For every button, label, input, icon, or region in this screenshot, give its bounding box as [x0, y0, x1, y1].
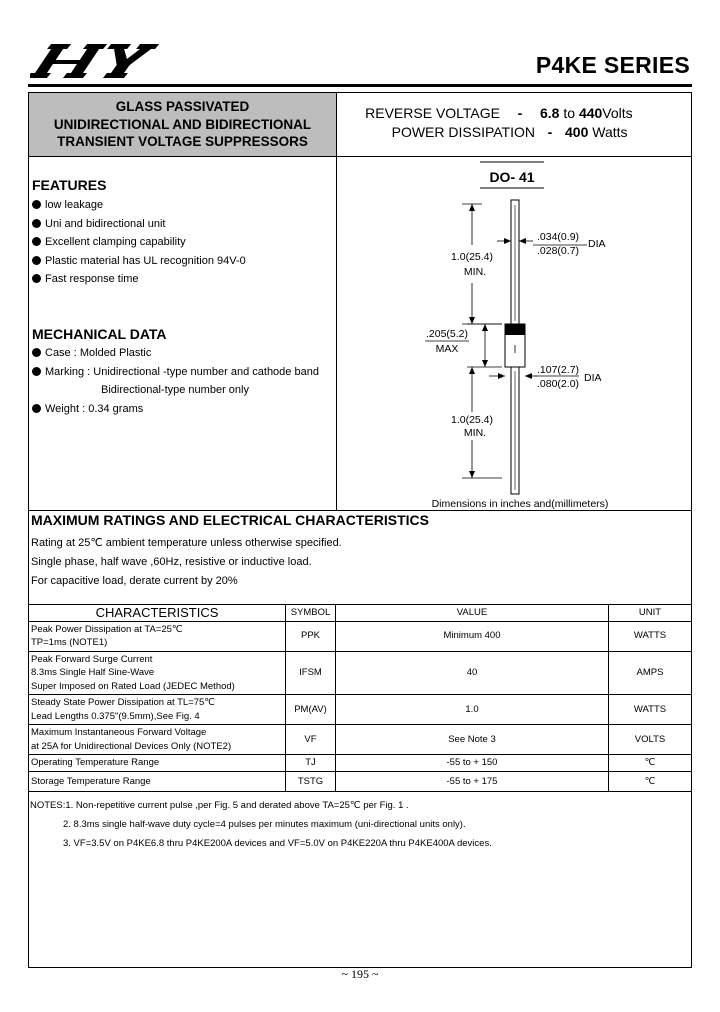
section-rule — [28, 510, 692, 511]
table-row: Storage Temperature Range TSTG -55 to + 175 ℃ — [29, 771, 692, 792]
body-dia-min: .080(2.0) — [537, 378, 580, 390]
bullet-icon — [32, 256, 41, 265]
features-title: FEATURES — [32, 177, 107, 193]
mechanical-marking: Marking : Unidirectional -type number and cathode band — [32, 363, 319, 382]
power-dash: - — [547, 124, 553, 140]
lead-dia-label: DIA — [588, 238, 606, 250]
feature-item: Plastic material has UL recognition 94V-0 — [32, 252, 246, 271]
bullet-icon — [32, 274, 41, 283]
reverse-voltage-min: 6.8 — [540, 105, 560, 121]
page-number: ~ 195 ~ — [341, 967, 379, 981]
reverse-voltage-dash: - — [517, 105, 523, 121]
rating-conditions — [31, 534, 342, 591]
reverse-voltage-to: to — [559, 105, 579, 121]
table-header — [29, 605, 692, 622]
power-row — [340, 123, 690, 142]
mechanical-marking-2: Bidirectional-type number only — [101, 384, 249, 396]
rating-condition-3: For capacitive load, derate current by 20% — [31, 575, 238, 587]
title-line-3: TRANSIENT VOLTAGE SUPPRESSORS — [57, 134, 308, 149]
bullet-icon — [32, 200, 41, 209]
company-logo — [30, 40, 160, 80]
lead-length-top-min: MIN. — [463, 266, 487, 278]
feature-item: Excellent clamping capability — [32, 233, 246, 252]
bullet-icon — [32, 219, 41, 228]
table-row: Steady State Power Dissipation at TL=75℃ Lead Lengths 0.375"(9.5mm),See Fig. 4 PM(AV) 1.0 WATTS — [29, 695, 692, 725]
header-value: VALUE — [336, 605, 609, 622]
lead-dia-max: .034(0.9) — [537, 231, 580, 243]
product-title-box — [29, 93, 336, 156]
notes — [30, 796, 492, 853]
bullet-icon — [32, 404, 41, 413]
lead-length-bottom-min: MIN. — [463, 427, 487, 439]
dimensions-caption: Dimensions in inches and(millimeters) — [431, 498, 609, 510]
reverse-voltage-max: 440 — [578, 105, 603, 121]
bullet-icon — [32, 348, 41, 357]
table-row: Operating Temperature Range TJ -55 to + 150 ℃ — [29, 755, 692, 772]
features-list — [32, 196, 246, 289]
power-label: POWER DISSIPATION — [391, 124, 535, 140]
lead-dia-min: .028(0.7) — [537, 245, 580, 257]
mechanical-case: Case : Molded Plastic — [32, 344, 319, 363]
note-3: 3. VF=3.5V on P4KE6.8 thru P4KE200A devices and VF=5.0V on P4KE220A thru P4KE400A devices. — [63, 838, 492, 849]
bullet-icon — [32, 367, 41, 376]
lead-length-bottom: 1.0(25.4) — [450, 414, 494, 426]
table-row: Peak Forward Surge Current 8.3ms Single Half Sine-Wave Super Imposed on Rated Load (JEDEC Method) IFSM 40 AMPS — [29, 651, 692, 695]
header-symbol: SYMBOL — [286, 605, 336, 622]
mechanical-list — [32, 344, 319, 418]
body-dia-label: DIA — [584, 372, 602, 384]
cathode-band — [505, 324, 525, 335]
reverse-voltage-unit: Volts — [602, 105, 633, 121]
max-ratings-title: MAXIMUM RATINGS AND ELECTRICAL CHARACTERISTICS — [31, 512, 429, 528]
package-label: DO- 41 — [489, 169, 535, 185]
table-row: Peak Power Dissipation at TA=25℃ TP=1ms (NOTE1) PPK Minimum 400 WATTS — [29, 621, 692, 651]
series-title: P4KE SERIES — [535, 52, 690, 78]
reverse-voltage-label: REVERSE VOLTAGE — [365, 105, 500, 121]
title-line-2: UNIDIRECTIONAL AND BIDIRECTIONAL — [53, 116, 312, 132]
header-rule — [28, 84, 692, 87]
lead-length-top: 1.0(25.4) — [450, 251, 494, 263]
mechanical-weight: Weight : 0.34 grams — [32, 400, 319, 419]
reverse-voltage-row — [340, 104, 690, 123]
feature-item: Fast response time — [32, 270, 246, 289]
rating-condition-2: Single phase, half wave ,60Hz, resistive or inductive load. — [31, 556, 312, 568]
header-unit: UNIT — [609, 605, 692, 622]
body-dia-max: .107(2.7) — [537, 364, 580, 376]
svg-text:HY: HY — [90, 64, 92, 65]
bullet-icon — [32, 237, 41, 246]
mechanical-title: MECHANICAL DATA — [32, 326, 167, 342]
do41-package-diagram — [337, 157, 691, 510]
rating-condition-1: Rating at 25℃ ambient temperature unless otherwise specified. — [31, 537, 342, 549]
header-characteristics: CHARACTERISTICS — [29, 605, 286, 622]
note-1: NOTES:1. Non-repetitive current pulse ,per Fig. 5 and derated above TA=25℃ per Fig. 1 . — [30, 800, 409, 811]
table-row: Maximum Instantaneous Forward Voltage at 25A for Unidirectional Devices Only (NOTE2) VF See Note 3 VOLTS — [29, 725, 692, 755]
title-line-1: GLASS PASSIVATED — [115, 99, 250, 114]
body-length: .205(5.2) — [425, 328, 469, 340]
characteristics-table — [28, 604, 692, 792]
power-unit: Watts — [588, 124, 628, 140]
ratings-summary — [340, 104, 690, 142]
body-length-max: MAX — [435, 343, 459, 355]
power-value: 400 — [565, 124, 589, 140]
feature-item: low leakage — [32, 196, 246, 215]
note-2: 2. 8.3ms single half-wave duty cycle=4 pulses per minutes maximum (uni-directional units only). — [63, 819, 466, 830]
feature-item: Uni and bidirectional unit — [32, 215, 246, 234]
